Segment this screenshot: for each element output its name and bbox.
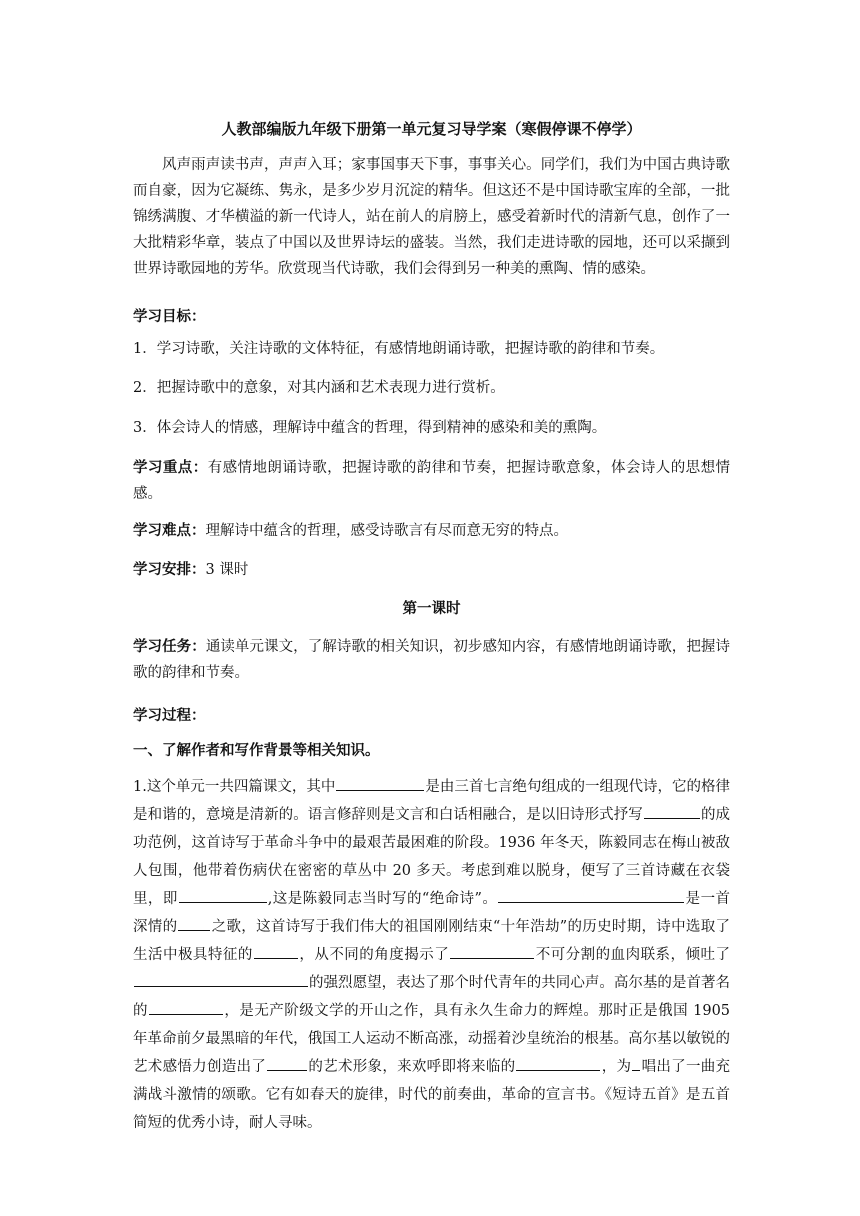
fill-text: ,这是陈毅同志当时写的“绝命诗”。 <box>267 891 498 907</box>
blank-9[interactable] <box>149 1000 223 1015</box>
fill-text: 选取了生活中极具特征的 <box>133 919 731 963</box>
fill-text: 唱出了一曲充满战斗激情的颂歌。它有如春天的旋律，时代的前奏曲，革命的宣言书。《短 <box>133 1059 731 1103</box>
blank-3[interactable] <box>179 888 267 903</box>
task-label: 学习任务： <box>133 638 206 655</box>
difficulty-section <box>133 518 730 544</box>
blank-1[interactable] <box>336 776 424 791</box>
fill-text: 山被敌人包围，他带着伤病伏在密密的草丛中 20 多天。考虑到难以脱身，便写了三首诗藏 <box>133 835 731 879</box>
fill-text: 是首著名的 <box>133 975 731 1019</box>
fill-text: 是 <box>685 891 701 907</box>
fill-text: 一首深情的 <box>133 891 731 935</box>
blank-4[interactable] <box>498 888 684 903</box>
fill-text: ，是无产阶级文学的开山之作，具有永久生命力的辉煌。那时正是俄 <box>223 1003 674 1019</box>
fill-text: ，为 <box>601 1059 632 1075</box>
fill-text: ，从不同的角度揭示了 <box>298 947 450 963</box>
blank-2[interactable] <box>644 804 700 819</box>
difficulty-text: 理解诗中蕴含的哲理，感受诗歌言有尽而意无穷的特点。 <box>205 523 568 539</box>
blank-7[interactable] <box>450 944 534 959</box>
fill-text: 国 1905 年革命前夕最黑暗的年代，俄国工人运动不断高涨，动摇着沙皇统治的根基。高尔 <box>133 1003 731 1047</box>
task-text: 通读单元课文，了解诗歌的相关知识，初步感知内容，有感情地朗诵诗歌，把握诗歌的韵律和节奏。 <box>133 639 730 681</box>
fill-text: 的成功范例，这首诗写于革命斗争中的最艰苦最困难的阶段。1936 年冬天，陈毅同志在梅 <box>133 807 731 851</box>
blank-6[interactable] <box>254 944 298 959</box>
blank-5[interactable] <box>178 916 210 931</box>
difficulty-label: 学习难点： <box>133 522 206 539</box>
schedule-section <box>133 557 730 583</box>
fill-in-paragraph <box>133 773 730 1137</box>
section1-heading: 一、了解作者和写作背景等相关知识。 <box>133 742 380 759</box>
blank-12[interactable] <box>632 1056 640 1071</box>
fill-text: 不可分割的血肉联系， <box>535 947 686 963</box>
goal-item-1: 1．学习诗歌，关注诗歌的文体特征，有感情地朗诵诗歌，把握诗歌的韵律和节奏。 <box>133 341 665 357</box>
process-heading: 学习过程： <box>133 707 206 724</box>
blank-10[interactable] <box>267 1056 307 1071</box>
goal-item-2: 2．把握诗歌中的意象，对其内涵和艺术表现力进行赏析。 <box>133 380 505 396</box>
fill-text: 1.这个单元一共四篇课文，其中 <box>133 779 336 795</box>
task-section <box>133 634 730 686</box>
fill-text: 律是和谐的，意境是清新的。语言修辞则是文言和白话相融合，是以旧诗形式抒写 <box>133 779 730 823</box>
goal-item-3: 3．体会诗人的情感，理解诗中蕴含的哲理，得到精神的感染和美的熏陶。 <box>133 420 607 436</box>
goals-heading: 学习目标： <box>133 308 206 325</box>
schedule-text: 3 课时 <box>205 562 249 578</box>
focus-label: 学习重点： <box>133 459 208 476</box>
fill-text: 的艺术形象，来欢呼即将来临的 <box>308 1059 516 1075</box>
blank-11[interactable] <box>516 1056 600 1071</box>
document-title: 人教部编版九年级下册第一单元复习导学案（寒假停课不停学） <box>221 120 642 138</box>
blank-8[interactable] <box>134 972 308 987</box>
intro-paragraph: 风声雨声读书声，声声入耳；家事国事天下事，事事关心。同学们，我们为中国古典诗歌而自豪，因为它凝练、隽永，是多少岁月沉淀的精华。但这还不是中国诗歌宝库的全部，一批锦绣满腹、才华横溢的新一代诗人，站在前人的肩膀上，感受着新时代的清新气息，创作了一大批精彩华章，装点了中国以及世界诗坛的盛装。当然，我们走进诗歌的园地，还可以采撷到世界诗歌园地的芳华。欣赏现当代诗歌，我们会得到另一种美的熏陶、情的感染。 <box>133 157 730 277</box>
fill-text: 是由三首七言绝句组成的一组现代诗，它的格 <box>425 779 716 795</box>
fill-text: 倾吐了 <box>685 947 730 963</box>
fill-text: 之歌，这首诗写于我们伟大的祖国刚刚结束“十年浩劫”的历史时期，诗中 <box>211 919 686 935</box>
schedule-label: 学习安排： <box>133 561 206 578</box>
focus-section <box>133 455 730 507</box>
focus-text: 有感情地朗诵诗歌，把握诗歌的韵律和节奏，把握诗歌意象，体会诗人的思想情感。 <box>133 460 731 502</box>
fill-text: 在衣袋里，即 <box>133 863 731 907</box>
fill-text: 的强烈愿望，表达了那个时代青年的共同心声。高尔基的 <box>309 975 672 991</box>
fill-text: 基以敏锐的艺术感悟力创造出了 <box>133 1031 730 1075</box>
lesson-title: 第一课时 <box>402 600 461 617</box>
fill-text: 诗五首》是五首简短的优秀小诗，耐人寻味。 <box>133 1087 731 1131</box>
